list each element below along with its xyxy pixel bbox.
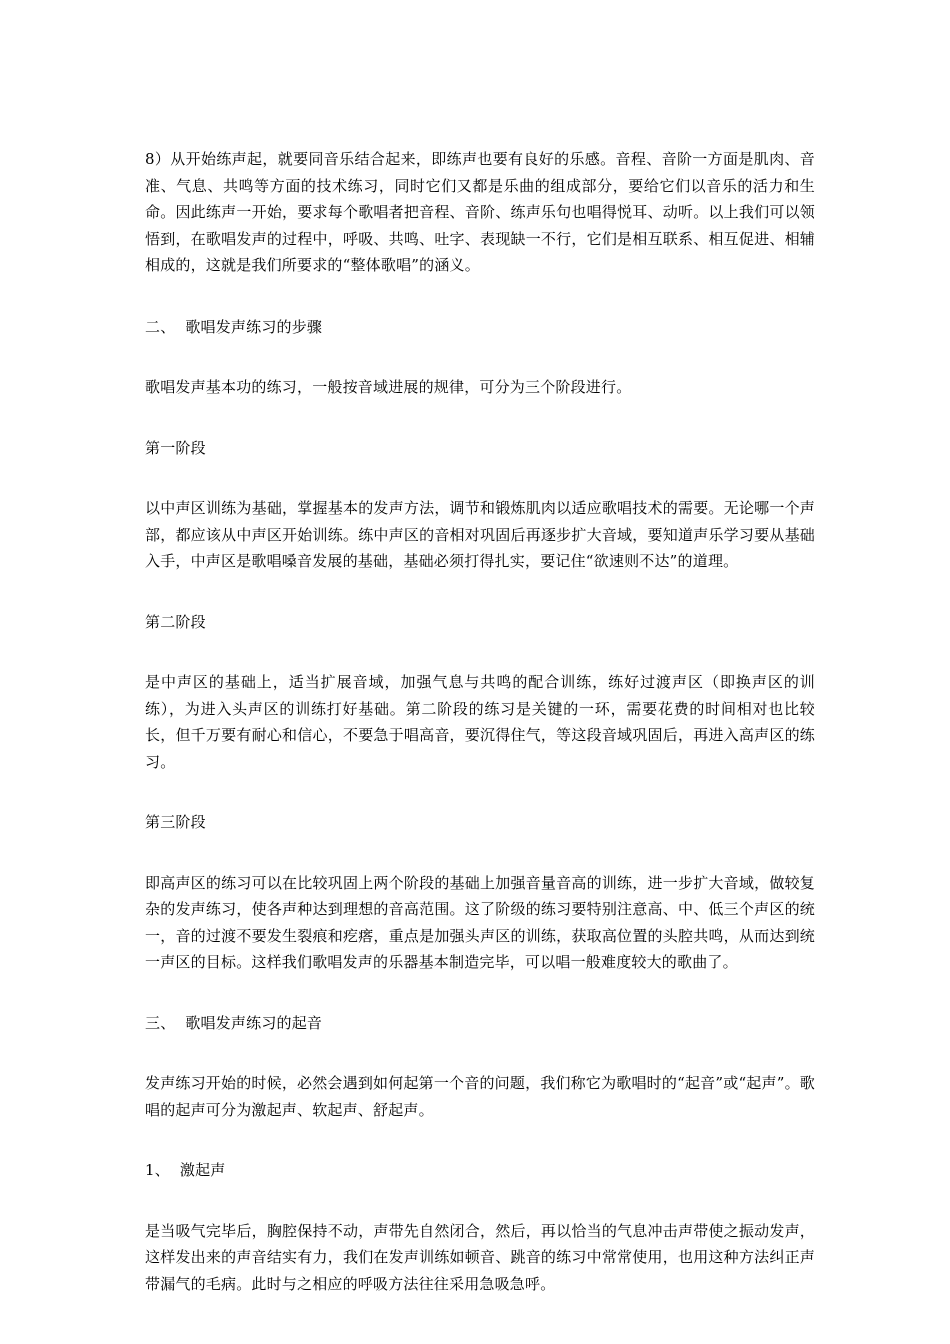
stage-three-title: 第三阶段 (145, 813, 206, 831)
paragraph-hard-onset: 是当吸气完毕后，胸腔保持不动，声带先自然闭合，然后，再以恰当的气息冲击声带使之振动发声，这样发出来的声音结实有力，我们在发声训练如顿音、跳音的练习中常常使用，也用这种方法纠正声带漏气的毛病。此时与之相应的呼吸方法往往采用急吸急呼。 (145, 1221, 815, 1293)
section-heading-onset: 三、 歌唱发声练习的起音 (145, 1013, 323, 1032)
stage-three-text: 即高声区的练习可以在比较巩固上两个阶段的基础上加强音量音高的训练，进一步扩大音域，做较复杂的发声练习，使各声种达到理想的音高范围。这了阶级的练习要特别注意高、中、低三个声区的统一，音的过渡不要发生裂痕和疙瘩，重点是加强头声区的训练，获取高位置的头腔共鸣，从而达到统一声区的目标。这样我们歌唱发声的乐器基本制造完毕，可以唱一般难度较大的歌曲了。 (145, 873, 815, 971)
section-heading-steps: 二、 歌唱发声练习的步骤 (145, 317, 323, 336)
paragraph-overall-singing: 8）从开始练声起，就要同音乐结合起来，即练声也要有良好的乐感。音程、音阶一方面是肌肉、音准、气息、共鸣等方面的技术练习，同时它们又都是乐曲的组成部分，要给它们以音乐的活力和生命。因此练声一开始，要求每个歌唱者把音程、音阶、练声乐句也唱得悦耳、动听。以上我们可以领悟到，在歌唱发声的过程中，呼吸、共鸣、吐字、表现缺一不行，它们是相互联系、相互促进、相辅相成的，这就是我们所要求的“整体歌唱”的涵义。 (145, 150, 815, 274)
stage-two-title: 第二阶段 (145, 612, 206, 631)
document-page (145, 146, 815, 1297)
stage-one-text: 以中声区训练为基础，掌握基本的发声方法，调节和锻炼肌肉以适应歌唱技术的需要。无论哪一个声部，都应该从中声区开始训练。练中声区的音相对巩固后再逐步扩大音域，要知道声乐学习要从基础入手，中声区是歌唱嗓音发展的基础，基础必须打得扎实，要记住“欲速则不达”的道理。 (145, 499, 815, 570)
subsection-title-hard-onset: 1、 激起声 (145, 1161, 226, 1179)
paragraph-steps-intro: 歌唱发声基本功的练习，一般按音域进展的规律，可分为三个阶段进行。 (145, 378, 632, 396)
paragraph-onset-intro: 发声练习开始的时候，必然会遇到如何起第一个音的问题，我们称它为歌唱时的“起音”或“起声”。歌唱的起声可分为激起声、软起声、舒起声。 (145, 1074, 815, 1119)
stage-two-text: 是中声区的基础上，适当扩展音域，加强气息与共鸣的配合训练，练好过渡声区（即换声区的训练），为进入头声区的训练打好基础。第二阶段的练习是关键的一环，需要花费的时间相对也比较长，但千万要有耐心和信心，不要急于唱高音，要沉得住气，等这段音域巩固后，再进入高声区的练习。 (145, 673, 815, 771)
stage-one-title: 第一阶段 (145, 438, 206, 457)
